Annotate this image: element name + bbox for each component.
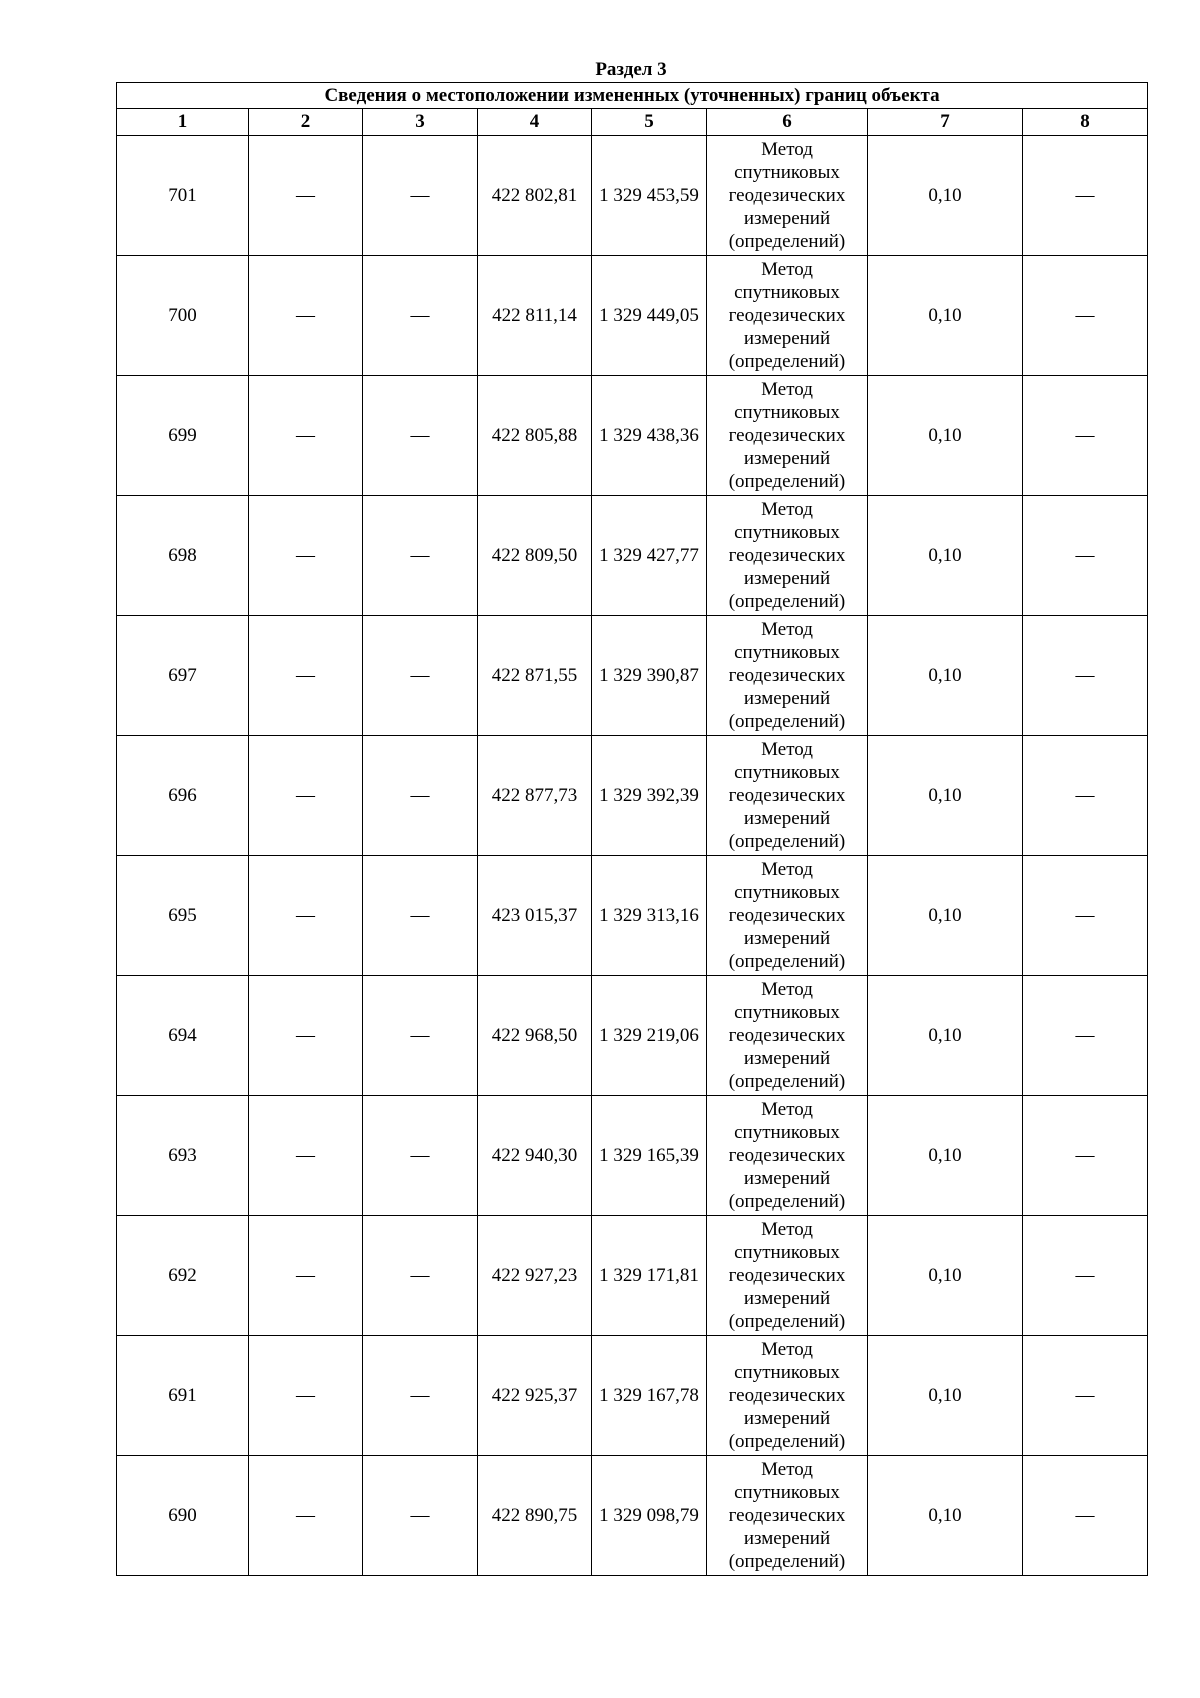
x-coordinate-cell: 422 890,75 <box>478 1456 592 1576</box>
empty-value-cell: — <box>363 1336 478 1456</box>
point-number-cell: 694 <box>117 976 249 1096</box>
table-row <box>117 136 1148 256</box>
table-caption-row <box>117 83 1148 109</box>
section-title: Раздел 3 <box>595 59 667 80</box>
empty-value-cell: — <box>363 496 478 616</box>
x-coordinate-cell: 422 877,73 <box>478 736 592 856</box>
empty-value-cell: — <box>1023 1336 1148 1456</box>
x-coordinate-cell: 423 015,37 <box>478 856 592 976</box>
empty-value-cell: — <box>1023 1216 1148 1336</box>
accuracy-cell: 0,10 <box>868 1096 1023 1216</box>
point-number-cell: 698 <box>117 496 249 616</box>
table-row <box>117 1216 1148 1336</box>
method-cell: Метод спутниковых геодезических измерений (определений) <box>707 256 868 376</box>
x-coordinate-cell: 422 805,88 <box>478 376 592 496</box>
column-number: 8 <box>1023 109 1148 136</box>
y-coordinate-cell: 1 329 098,79 <box>592 1456 707 1576</box>
accuracy-cell: 0,10 <box>868 1456 1023 1576</box>
x-coordinate-cell: 422 940,30 <box>478 1096 592 1216</box>
x-coordinate-cell: 422 871,55 <box>478 616 592 736</box>
x-coordinate-cell: 422 811,14 <box>478 256 592 376</box>
empty-value-cell: — <box>1023 976 1148 1096</box>
point-number-cell: 691 <box>117 1336 249 1456</box>
y-coordinate-cell: 1 329 313,16 <box>592 856 707 976</box>
empty-value-cell: — <box>363 376 478 496</box>
empty-value-cell: — <box>249 1096 363 1216</box>
empty-value-cell: — <box>249 856 363 976</box>
empty-value-cell: — <box>249 976 363 1096</box>
x-coordinate-cell: 422 925,37 <box>478 1336 592 1456</box>
point-number-cell: 701 <box>117 136 249 256</box>
column-number: 1 <box>117 109 249 136</box>
table-row <box>117 376 1148 496</box>
empty-value-cell: — <box>249 136 363 256</box>
table-row <box>117 736 1148 856</box>
empty-value-cell: — <box>249 496 363 616</box>
method-cell: Метод спутниковых геодезических измерений (определений) <box>707 976 868 1096</box>
table-row <box>117 1336 1148 1456</box>
empty-value-cell: — <box>363 256 478 376</box>
table-row <box>117 856 1148 976</box>
empty-value-cell: — <box>1023 1096 1148 1216</box>
empty-value-cell: — <box>1023 136 1148 256</box>
empty-value-cell: — <box>363 736 478 856</box>
empty-value-cell: — <box>249 736 363 856</box>
accuracy-cell: 0,10 <box>868 1216 1023 1336</box>
table-caption: Сведения о местоположении измененных (уточненных) границ объекта <box>117 83 1148 109</box>
y-coordinate-cell: 1 329 390,87 <box>592 616 707 736</box>
table-row <box>117 1096 1148 1216</box>
accuracy-cell: 0,10 <box>868 976 1023 1096</box>
method-cell: Метод спутниковых геодезических измерений (определений) <box>707 1456 868 1576</box>
point-number-cell: 700 <box>117 256 249 376</box>
accuracy-cell: 0,10 <box>868 136 1023 256</box>
method-cell: Метод спутниковых геодезических измерений (определений) <box>707 736 868 856</box>
column-number: 2 <box>249 109 363 136</box>
empty-value-cell: — <box>1023 616 1148 736</box>
point-number-cell: 696 <box>117 736 249 856</box>
point-number-cell: 690 <box>117 1456 249 1576</box>
x-coordinate-cell: 422 927,23 <box>478 1216 592 1336</box>
method-cell: Метод спутниковых геодезических измерений (определений) <box>707 856 868 976</box>
empty-value-cell: — <box>249 376 363 496</box>
empty-value-cell: — <box>363 136 478 256</box>
empty-value-cell: — <box>1023 256 1148 376</box>
y-coordinate-cell: 1 329 165,39 <box>592 1096 707 1216</box>
y-coordinate-cell: 1 329 171,81 <box>592 1216 707 1336</box>
accuracy-cell: 0,10 <box>868 256 1023 376</box>
y-coordinate-cell: 1 329 427,77 <box>592 496 707 616</box>
empty-value-cell: — <box>363 1216 478 1336</box>
empty-value-cell: — <box>363 856 478 976</box>
accuracy-cell: 0,10 <box>868 376 1023 496</box>
method-cell: Метод спутниковых геодезических измерений (определений) <box>707 376 868 496</box>
method-cell: Метод спутниковых геодезических измерений (определений) <box>707 1336 868 1456</box>
table-body <box>117 136 1148 1576</box>
column-number: 7 <box>868 109 1023 136</box>
table-row <box>117 1456 1148 1576</box>
column-number-row <box>117 109 1148 136</box>
empty-value-cell: — <box>363 616 478 736</box>
table-row <box>117 256 1148 376</box>
y-coordinate-cell: 1 329 392,39 <box>592 736 707 856</box>
table-row <box>117 616 1148 736</box>
point-number-cell: 697 <box>117 616 249 736</box>
method-cell: Метод спутниковых геодезических измерений (определений) <box>707 616 868 736</box>
y-coordinate-cell: 1 329 167,78 <box>592 1336 707 1456</box>
y-coordinate-cell: 1 329 438,36 <box>592 376 707 496</box>
x-coordinate-cell: 422 809,50 <box>478 496 592 616</box>
empty-value-cell: — <box>363 1096 478 1216</box>
point-number-cell: 695 <box>117 856 249 976</box>
point-number-cell: 699 <box>117 376 249 496</box>
accuracy-cell: 0,10 <box>868 616 1023 736</box>
accuracy-cell: 0,10 <box>868 496 1023 616</box>
empty-value-cell: — <box>1023 376 1148 496</box>
column-number: 5 <box>592 109 707 136</box>
empty-value-cell: — <box>249 1456 363 1576</box>
x-coordinate-cell: 422 968,50 <box>478 976 592 1096</box>
method-cell: Метод спутниковых геодезических измерений (определений) <box>707 136 868 256</box>
method-cell: Метод спутниковых геодезических измерений (определений) <box>707 1216 868 1336</box>
empty-value-cell: — <box>1023 856 1148 976</box>
y-coordinate-cell: 1 329 219,06 <box>592 976 707 1096</box>
column-number: 4 <box>478 109 592 136</box>
empty-value-cell: — <box>363 976 478 1096</box>
y-coordinate-cell: 1 329 449,05 <box>592 256 707 376</box>
empty-value-cell: — <box>249 256 363 376</box>
x-coordinate-cell: 422 802,81 <box>478 136 592 256</box>
empty-value-cell: — <box>249 1216 363 1336</box>
column-number: 3 <box>363 109 478 136</box>
empty-value-cell: — <box>363 1456 478 1576</box>
table-row <box>117 976 1148 1096</box>
accuracy-cell: 0,10 <box>868 1336 1023 1456</box>
point-number-cell: 693 <box>117 1096 249 1216</box>
point-number-cell: 692 <box>117 1216 249 1336</box>
empty-value-cell: — <box>1023 496 1148 616</box>
accuracy-cell: 0,10 <box>868 736 1023 856</box>
empty-value-cell: — <box>1023 736 1148 856</box>
table-row <box>117 496 1148 616</box>
empty-value-cell: — <box>249 1336 363 1456</box>
boundary-coordinates-table <box>116 82 1148 1576</box>
y-coordinate-cell: 1 329 453,59 <box>592 136 707 256</box>
column-number: 6 <box>707 109 868 136</box>
method-cell: Метод спутниковых геодезических измерений (определений) <box>707 1096 868 1216</box>
method-cell: Метод спутниковых геодезических измерений (определений) <box>707 496 868 616</box>
empty-value-cell: — <box>1023 1456 1148 1576</box>
empty-value-cell: — <box>249 616 363 736</box>
accuracy-cell: 0,10 <box>868 856 1023 976</box>
